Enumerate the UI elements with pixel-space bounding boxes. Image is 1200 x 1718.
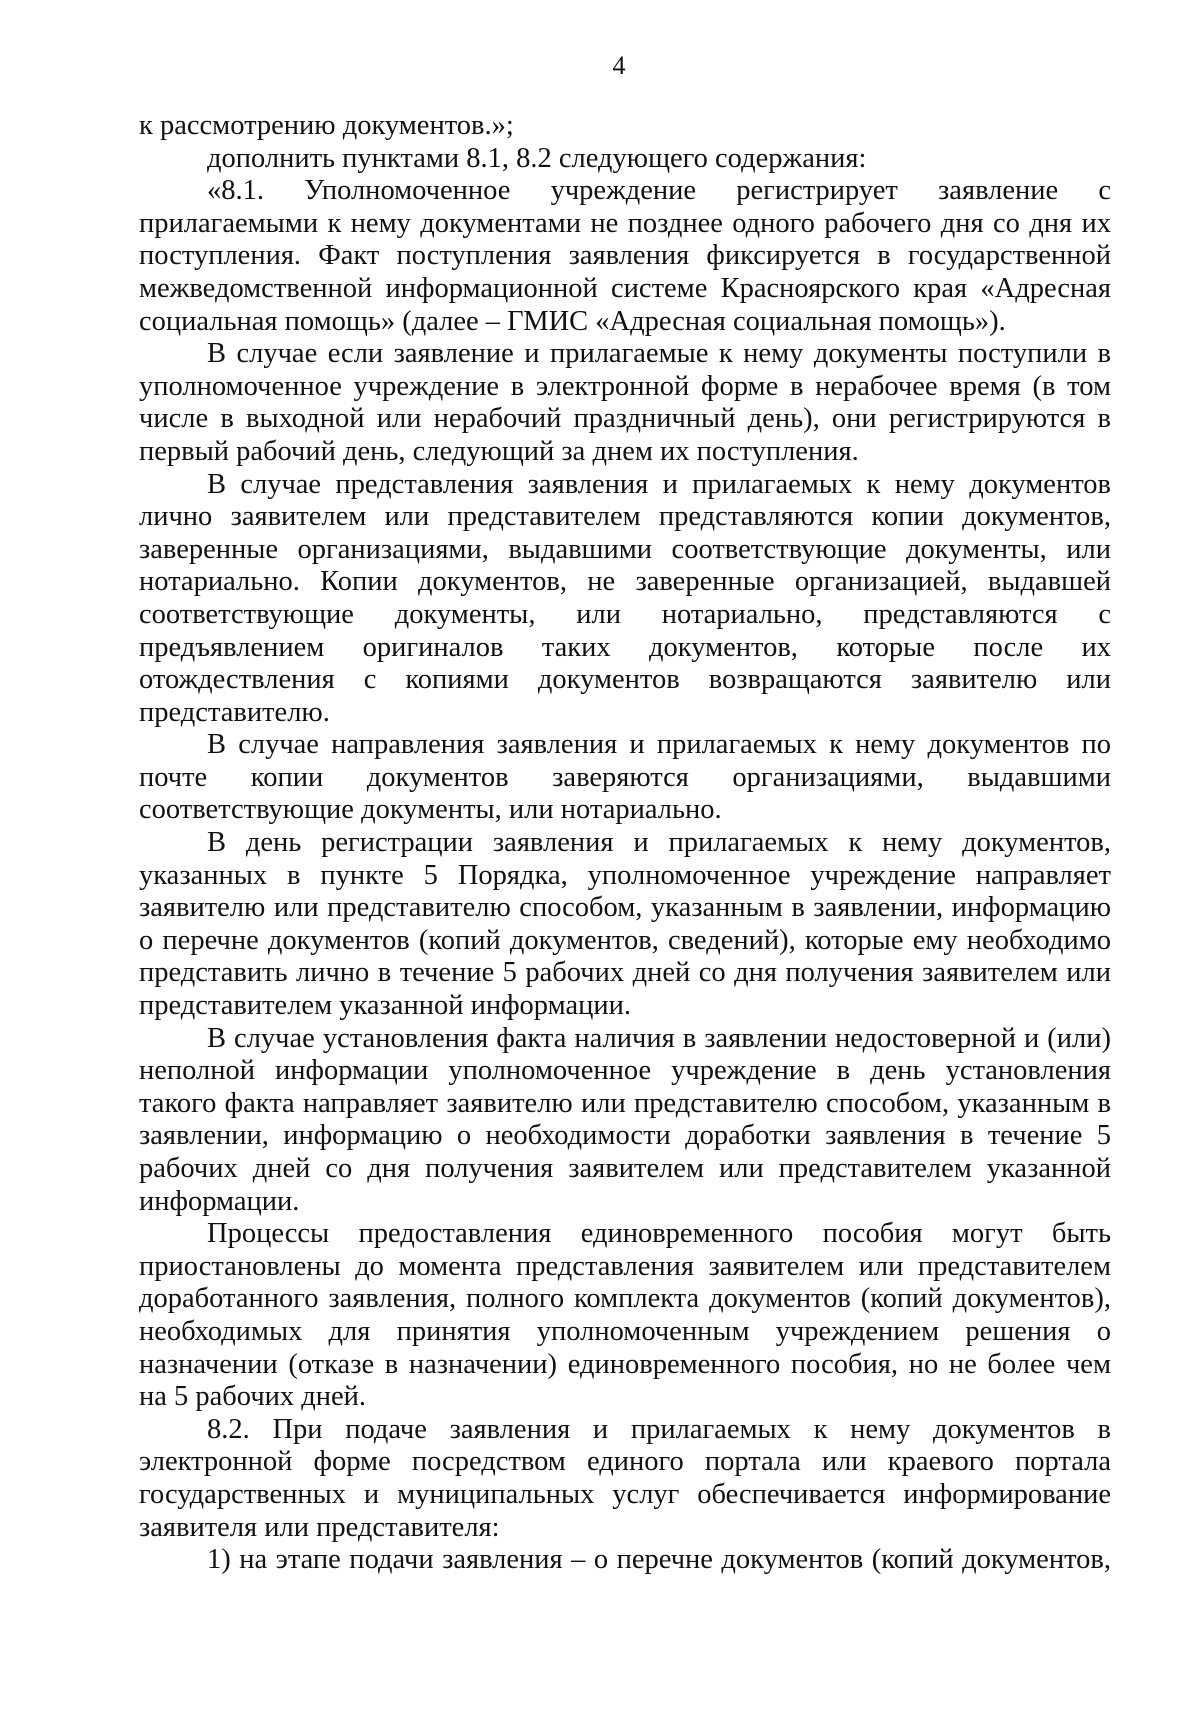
paragraph: 8.2. При подаче заявления и прилагаемых к нему документов в электронной форме посредством единого портала или краевого портала государственных и муниципальных услуг обеспечивается информирование заявителя или представителя: (139, 1413, 1111, 1543)
paragraph: «8.1. Уполномоченное учреждение регистрирует заявление с прилагаемыми к нему документами не позднее одного рабочего дня со дня их поступления. Факт поступления заявления фиксируется в государственной межведомственной информационной системе Красноярского края «Адресная социальная помощь» (далее – ГМИС «Адресная социальная помощь»). (139, 175, 1111, 337)
document-body (139, 110, 1111, 1577)
paragraph: В случае если заявление и прилагаемые к нему документы поступили в уполномоченное учреждение в электронной форме в нерабочее время (в том числе в выходной или нерабочий праздничный день), они регистрируются в первый рабочий день, следующий за днем их поступления. (139, 338, 1111, 467)
paragraph: В случае установления факта наличия в заявлении недостоверной и (или) неполной информации уполномоченное учреждение в день установления такого факта направляет заявителю или представителю способом, указанным в заявлении, информацию о необходимости доработки заявления в течение 5 рабочих дней со дня получения заявителем или представителем указанной информации. (139, 1022, 1111, 1217)
paragraph: дополнить пунктами 8.1, 8.2 следующего содержания: (207, 142, 867, 174)
page-number: 4 (612, 51, 626, 80)
paragraph: 1) на этапе подачи заявления – о перечне документов (копий документов, (207, 1544, 1111, 1576)
paragraph: Процессы предоставления единовременного пособия могут быть приостановлены до момента представления заявителем или представителем доработанного заявления, полного комплекта документов (копий документов), необходимых для принятия уполномоченным учреждением решения о назначении (отказе в назначении) единовременного пособия, но не более чем на 5 рабочих дней. (139, 1218, 1111, 1413)
paragraph: В день регистрации заявления и прилагаемых к нему документов, указанных в пункте 5 Порядка, уполномоченное учреждение направляет заявителю или представителю способом, указанным в заявлении, информацию о перечне документов (копий документов, сведений), которые ему необходимо представить лично в течение 5 рабочих дней со дня получения заявителем или представителем указанной информации. (139, 827, 1111, 1022)
paragraph: В случае направления заявления и прилагаемых к нему документов по почте копии документов заверяются организациями, выдавшими соответствующие документы, или нотариально. (139, 729, 1111, 826)
paragraph: к рассмотрению документов.»; (139, 110, 514, 141)
paragraph: В случае представления заявления и прилагаемых к нему документов лично заявителем или представителем представляются копии документов, заверенные организациями, выдавшими соответствующие документы, или нотариально. Копии документов, не заверенные организацией, выдавшей соответствующие документы, или нотариально, представляются с предъявлением оригиналов таких документов, которые после их отождествления с копиями документов возвращаются заявителю или представителю. (139, 468, 1111, 728)
